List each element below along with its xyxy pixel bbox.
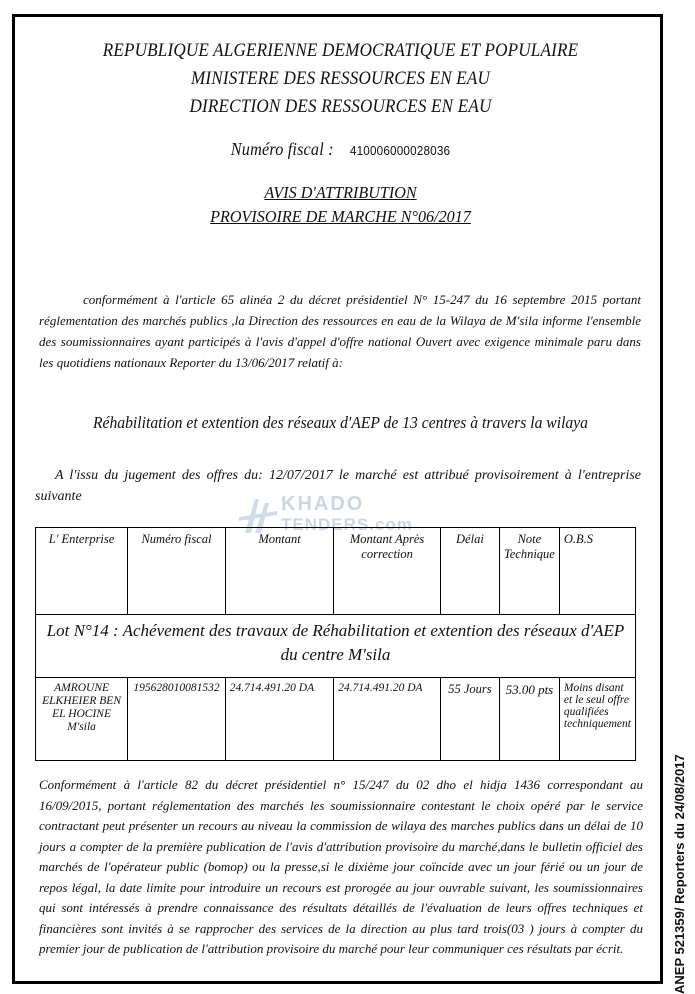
- company-city: M'sila: [67, 721, 96, 733]
- lot-row: [36, 615, 636, 678]
- header-fiscal: [48, 137, 634, 163]
- cell-montant-corr: 24.714.491.20 DA: [334, 678, 441, 761]
- col-enterprise: L' Enterprise: [36, 528, 128, 615]
- col-montant: Montant: [225, 528, 333, 615]
- header-republic: REPUBLIQUE ALGERIENNE DEMOCRATIQUE ET POPULAIRE: [102, 40, 579, 61]
- col-obs: O.B.S: [559, 528, 635, 615]
- col-delai: Délai: [440, 528, 499, 615]
- notice-frame: [12, 14, 663, 984]
- cell-obs: Moins disant et le seul offre qualifiées techniquement: [559, 678, 635, 761]
- col-montant-corr: Montant Après correction: [334, 528, 441, 615]
- cell-montant: 24.714.491.20 DA: [225, 678, 333, 761]
- judgement-paragraph: A l'issu du jugement des offres du: 12/07/2017 le marché est attribué provisoirement à l'entreprise suivante: [35, 468, 641, 504]
- title-line1: AVIS D'ATTRIBUTION: [264, 183, 417, 202]
- fiscal-label: Numéro fiscal :: [230, 139, 334, 159]
- company-name: AMROUNE ELKHEIER BEN EL HOCINE: [42, 682, 122, 720]
- award-table: [35, 527, 636, 761]
- intro-paragraph: conformément à l'article 65 alinéa 2 du décret présidentiel N° 15-247 du 16 septembre 2015 portant réglementation des marchés publics ,la Direction des ressources en eau de la Wilaya de M'sila informe l'ensemble des soumissionnaires ayant participés à l'avis d'appel d'offre national Ouvert avec exigence minimale paru dans les quotidiens nationaux Reporter du 13/06/2017 relatif à:: [39, 292, 641, 370]
- lot-title: Lot N°14 : Achévement des travaux de Réhabilitation et extention des réseaux d'AEP du centre M'sila: [36, 615, 636, 678]
- watermark-top: KHADO: [281, 493, 365, 515]
- table-header-row: [36, 528, 636, 615]
- subject-line: Réhabilitation et extention des réseaux d'AEP de 13 centres à travers la wilaya: [92, 413, 589, 432]
- col-fiscal: Numéro fiscal: [128, 528, 226, 615]
- cell-delai: 55 Jours: [440, 678, 499, 761]
- cell-fiscal: 195628010081532: [128, 678, 226, 761]
- watermark-bottom: TENDERS.com: [281, 515, 413, 534]
- col-note: Note Technique: [499, 528, 559, 615]
- cell-company: [36, 678, 128, 761]
- header-ministry: MINISTERE DES RESSOURCES EN EAU: [190, 68, 491, 89]
- title-line2: PROVISOIRE DE MARCHE N°06/2017: [210, 207, 471, 226]
- fiscal-value: 410006000028036: [349, 143, 451, 158]
- table-row: [36, 678, 636, 761]
- closing-paragraph: Conformément à l'article 82 du décret présidentiel n° 15/247 du 02 dho el hidja 1436 correspondant au 16/09/2015, portant réglementation des marchés les soumissionnaire contestant le choix opéré par le service contractant peut présenter un recours au niveau la commission de wilaya des marches publics dans un délai de 10 jours a compter de la première publication de l'avis d'attribution provisoire du marché,dans le bulletin officiel des marchés de l'opérateur public (bomop) ou la presse,si le dixième jour coïncide avec un jour férié ou un jour de repos légal, la date limite pour introduire un recours est prorogée au jour ouvrable suivant, les soumissionnaires qui sont intéressés à prendre connaissance des résultats détaillés de l'évaluation de leurs offres techniques et financières sont invités à se rapprocher des services de la direction au plus tard trois(03 ) jours à compter du premier jour de publication de l'attribution provisoire du marché pour leur communiquer ces résultats par écrit.: [39, 777, 643, 956]
- side-note: ANEP 521359/ Reporters du 24/08/2017: [672, 754, 687, 994]
- header-direction: DIRECTION DES RESSOURCES EN EAU: [189, 96, 492, 117]
- cell-note: 53.00 pts: [499, 678, 559, 761]
